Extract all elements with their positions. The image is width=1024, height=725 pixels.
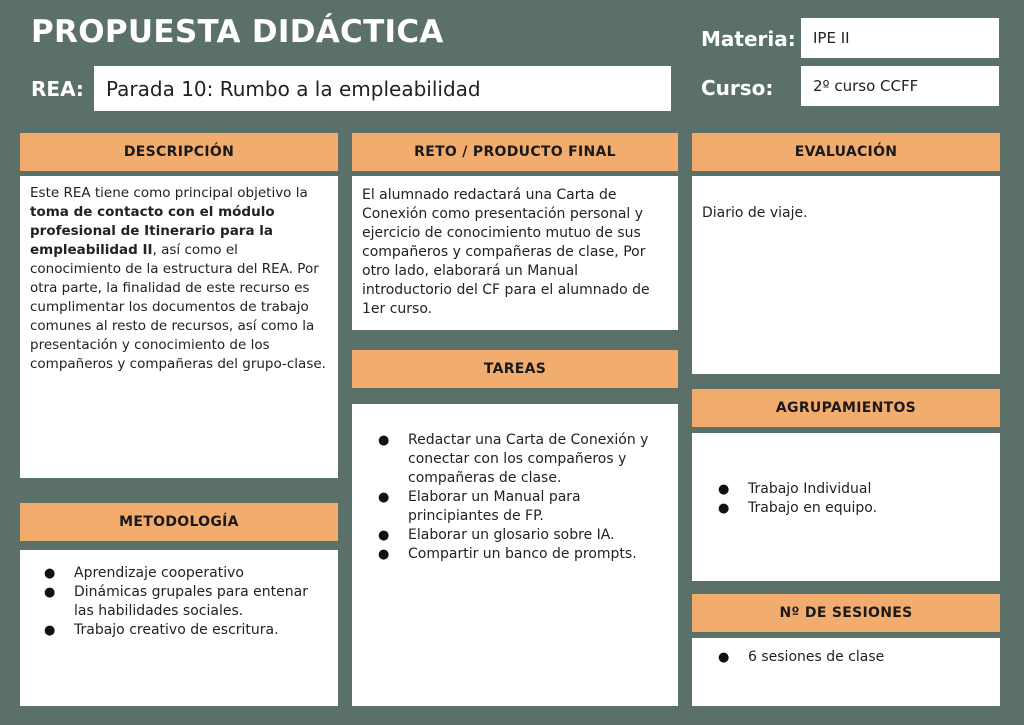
list-item: ● Elaborar un Manual para principiantes de FP.: [378, 488, 668, 526]
evaluacion-heading: EVALUACIÓN: [692, 133, 1000, 171]
metodologia-body: [20, 550, 338, 706]
agrupamientos-list: [718, 480, 990, 518]
descripcion-text-part: , así como el conocimiento de la estructura del REA. Por otra parte, la finalidad de este recurso es cumplimentar los documentos de trabajo comunes al resto de recursos, así como la presentación y conocimiento de los compañeros y compañeras del grupo-clase.: [30, 242, 326, 372]
sesiones-body: [692, 638, 1000, 706]
reto-text: El alumnado redactará una Carta de Conexión como presentación personal y ejercicio de conocimiento mutuo de sus compañeros y compañeras de clase, Por otro lado, elaborará un Manual introductorio del CF para el alumnado de 1er curso.: [362, 187, 650, 317]
curso-value: 2º curso CCFF: [813, 77, 919, 95]
descripcion-body: [20, 176, 338, 478]
sesiones-heading: Nº DE SESIONES: [692, 594, 1000, 632]
materia-label: Materia:: [701, 27, 796, 51]
metodologia-heading: METODOLOGÍA: [20, 503, 338, 541]
list-item: ● Elaborar un glosario sobre IA.: [378, 526, 668, 545]
list-item: ● Trabajo creativo de escritura.: [44, 621, 328, 640]
rea-label: REA:: [31, 77, 84, 101]
tareas-body: [352, 404, 678, 706]
list-item: ● Compartir un banco de prompts.: [378, 545, 668, 564]
list-item: ● Aprendizaje cooperativo: [44, 564, 328, 583]
list-item: ● Redactar una Carta de Conexión y conectar con los compañeros y compañeras de clase.: [378, 431, 668, 488]
evaluacion-text: Diario de viaje.: [702, 205, 808, 221]
descripcion-text: [30, 184, 328, 374]
rea-field: [94, 66, 671, 111]
curso-label: Curso:: [701, 76, 774, 100]
materia-field: [801, 18, 999, 58]
list-item: ● Trabajo en equipo.: [718, 499, 990, 518]
list-item: ● Trabajo Individual: [718, 480, 990, 499]
curso-field: [801, 66, 999, 106]
agrupamientos-body: [692, 433, 1000, 581]
reto-body: [352, 176, 678, 330]
metodologia-list: [44, 564, 328, 640]
sesiones-list: [718, 648, 990, 667]
descripcion-text-part: Este REA tiene como principal objetivo la: [30, 185, 308, 201]
list-item: ● Dinámicas grupales para entenar las habilidades sociales.: [44, 583, 328, 621]
materia-value: IPE II: [813, 29, 850, 47]
descripcion-text-bold: toma de contacto con el módulo profesional de Itinerario para la empleabilidad II: [30, 204, 275, 258]
tareas-heading: TAREAS: [352, 350, 678, 388]
evaluacion-body: [692, 176, 1000, 374]
page-title: PROPUESTA DIDÁCTICA: [31, 14, 444, 50]
agrupamientos-heading: AGRUPAMIENTOS: [692, 389, 1000, 427]
rea-value: Parada 10: Rumbo a la empleabilidad: [106, 76, 481, 101]
tareas-list: [378, 431, 668, 564]
reto-heading: RETO / PRODUCTO FINAL: [352, 133, 678, 171]
list-item: ● 6 sesiones de clase: [718, 648, 990, 667]
descripcion-heading: DESCRIPCIÓN: [20, 133, 338, 171]
